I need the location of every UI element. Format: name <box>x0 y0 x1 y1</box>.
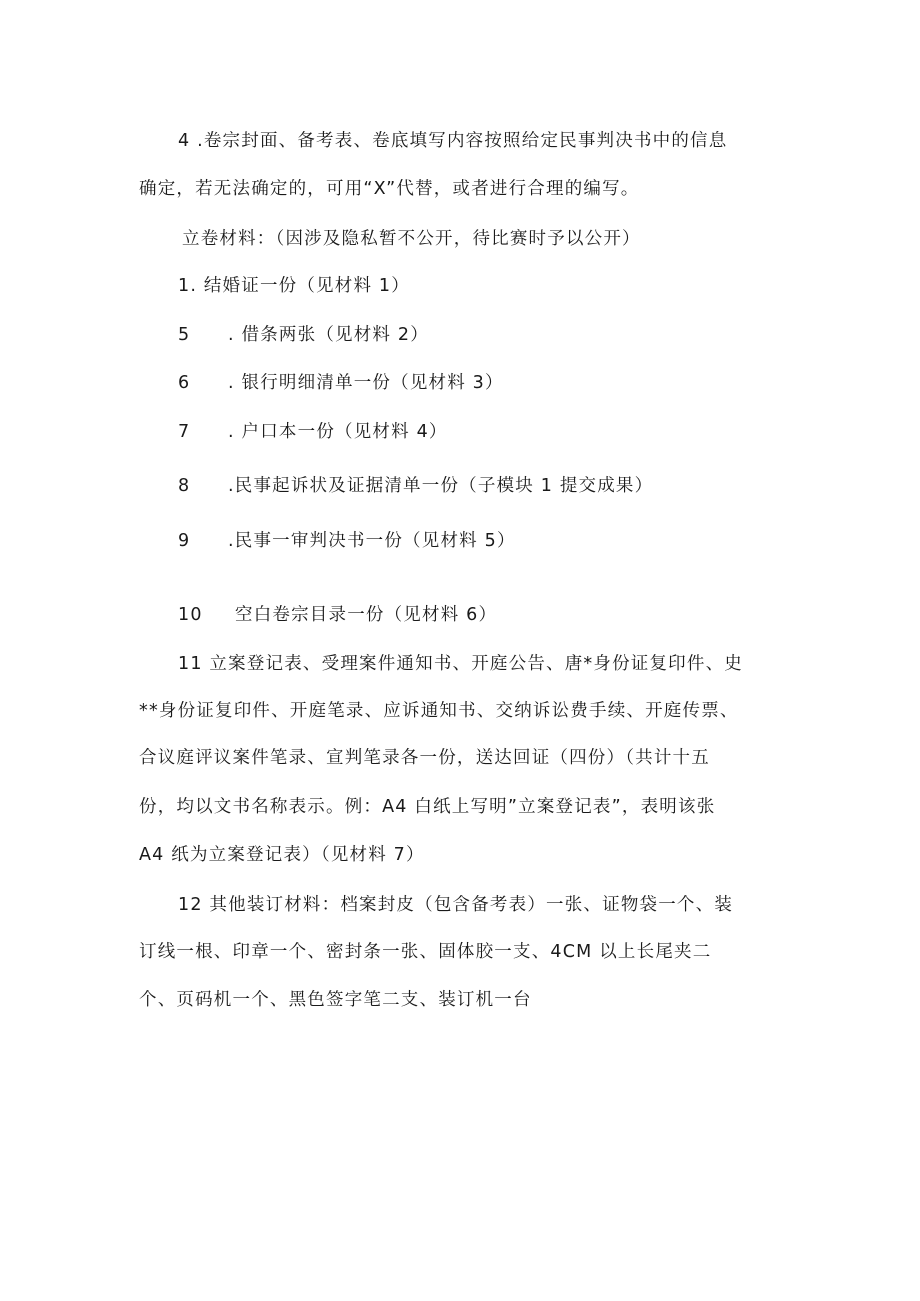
item-8 <box>178 474 653 498</box>
para11-line3: 合议庭评议案件笔录、宣判笔录各一份，送达回证（四份）（共计十五 <box>139 748 710 768</box>
item-6-number: 6 <box>178 373 191 393</box>
para11-line1: 11 立案登记表、受理案件通知书、开庭公告、唐*身份证复印件、史 <box>178 654 743 674</box>
item-6-text: . 银行明细清单一份（见材料 3） <box>228 373 504 393</box>
item-7-number: 7 <box>178 422 191 442</box>
item-1-text: 1. 结婚证一份（见材料 1） <box>178 276 410 296</box>
materials-heading: 立卷材料：（因涉及隐私暂不公开，待比赛时予以公开） <box>182 229 641 249</box>
item-5-text: . 借条两张（见材料 2） <box>228 325 429 345</box>
para12-line1: 12 其他装订材料：档案封皮（包含备考表）一张、证物袋一个、装 <box>178 895 734 915</box>
para11-line2: **身份证复印件、开庭笔录、应诉通知书、交纳诉讼费手续、开庭传票、 <box>139 701 739 721</box>
item-10-text: 空白卷宗目录一份（见材料 6） <box>235 605 498 625</box>
item-10 <box>178 603 497 627</box>
item-5-number: 5 <box>178 325 191 345</box>
para11-line4: 份，均以文书名称表示。例：A4 白纸上写明”立案登记表”，表明该张 <box>139 797 716 817</box>
item-6 <box>178 371 504 395</box>
para4-line1: 4 .卷宗封面、备考表、卷底填写内容按照给定民事判决书中的信息 <box>178 131 728 151</box>
item-9-number: 9 <box>178 531 191 551</box>
para4-line2: 确定，若无法确定的，可用“X”代替，或者进行合理的编写。 <box>139 179 640 199</box>
item-9 <box>178 529 516 553</box>
item-7-text: . 户口本一份（见材料 4） <box>228 422 448 442</box>
item-7 <box>178 420 448 444</box>
item-5 <box>178 323 429 347</box>
para11-line5: A4 纸为立案登记表）（见材料 7） <box>139 845 425 865</box>
item-10-number: 10 <box>178 605 203 625</box>
item-8-number: 8 <box>178 476 191 496</box>
para12-line2: 订线一根、印章一个、密封条一张、固体胶一支、4CM 以上长尾夹二 <box>139 942 712 962</box>
item-9-text: .民事一审判决书一份（见材料 5） <box>228 531 516 551</box>
item-8-text: .民事起诉状及证据清单一份（子模块 1 提交成果） <box>228 476 654 496</box>
para12-line3: 个、页码机一个、黑色签字笔二支、装订机一台 <box>139 990 532 1010</box>
item-1 <box>178 274 410 298</box>
